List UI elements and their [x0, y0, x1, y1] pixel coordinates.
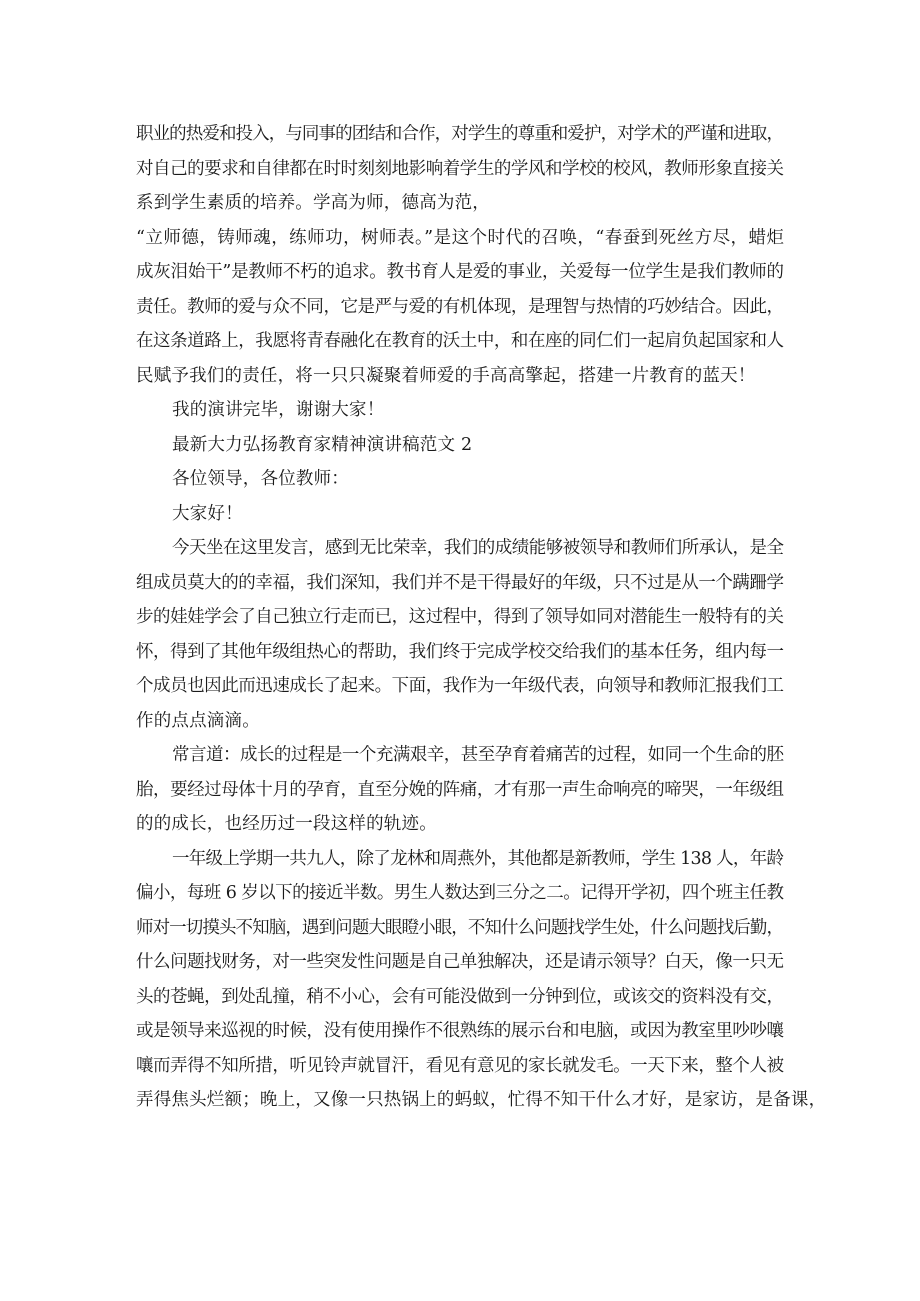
paragraph: [136, 842, 827, 1118]
text-line: 系到学生素质的培养。学高为师，德高为范，: [136, 193, 490, 213]
text-line: 师对一切摸头不知脑，遇到问题大眼瞪小眼，不知什么问题找学生处，什么问题找后勤，: [136, 917, 784, 938]
text-line: 胎，要经过母体十月的孕育，直至分娩的阵痛，才有那一声生命响亮的啼哭，一年级组: [136, 779, 784, 800]
text-line: 弄得焦头烂额；晚上，又像一只热锅上的蚂蚁，忙得不知干什么才好，是家访，是备课，: [136, 1090, 827, 1110]
text-line: 对自己的要求和自律都在时时刻刻地影响着学生的学风和学校的校风，教师形象直接关: [136, 158, 784, 179]
text-line: 大家好！: [172, 503, 243, 524]
text-line: 偏小，每班 6 岁以下的接近半数。男生人数达到三分之二。记得开学初，四个班主任教: [136, 883, 784, 903]
text-line: 最新大力弘扬教育家精神演讲稿范文 2: [172, 434, 473, 455]
paragraph: [136, 738, 784, 842]
text-line: 我的演讲完毕，谢谢大家！: [172, 400, 385, 420]
paragraph: [136, 221, 784, 394]
text-line: 常言道：成长的过程是一个充满艰辛，甚至孕育着痛苦的过程，如同一个生命的胚: [172, 745, 784, 765]
text-line: 或是领导来巡视的时候，没有使用操作不很熟练的展示台和电脑，或因为教室里吵吵嚷: [136, 1021, 784, 1041]
paragraph: [136, 117, 784, 221]
text-line: 作的点点滴滴。: [136, 710, 260, 731]
paragraph: [136, 462, 784, 497]
text-line: 的的成长，也经历过一段这样的轨迹。: [136, 814, 437, 834]
text-line: 个成员也因此而迅速成长了起来。下面，我作为一年级代表，向领导和教师汇报我们工: [136, 676, 784, 696]
text-line: 今天坐在这里发言，感到无比荣幸，我们的成绩能够被领导和教师们所承认，是全: [172, 538, 784, 558]
text-line: 头的苍蝇，到处乱撞，稍不小心，会有可能没做到一分钟到位，或该交的资料没有交，: [136, 986, 784, 1007]
text-line: 责任。教师的爱与众不同，它是严与爱的有机体现，是理智与热情的巧妙结合。因此，: [136, 296, 784, 317]
text-line: 一年级上学期一共九人，除了龙林和周燕外，其他都是新教师，学生 138 人，年龄: [172, 848, 784, 869]
text-line: 在这条道路上，我愿将青春融化在教育的沃土中，和在座的同仁们一起肩负起国家和人: [136, 331, 784, 351]
text-line: 嚷而弄得不知所措，听见铃声就冒汗，看见有意见的家长就发毛。一天下来，整个人被: [136, 1055, 784, 1076]
paragraph: [136, 497, 784, 532]
document-body: [136, 117, 827, 1118]
paragraph: [136, 428, 784, 463]
text-line: 成灰泪始干”是教师不朽的追求。教书育人是爱的事业，关爱每一位学生是我们教师的: [136, 262, 784, 282]
text-line: “立师德，铸师魂，练师功，树师表。”是这个时代的召唤，“春蚕到死丝方尽，蜡炬: [136, 227, 785, 248]
text-line: 民赋予我们的责任，将一只只凝聚着师爱的手高高擎起，搭建一片教育的蓝天！: [136, 365, 756, 386]
text-line: 各位领导，各位教师：: [172, 469, 349, 489]
text-line: 组成员莫大的的幸福，我们深知，我们并不是干得最好的年级，只不过是从一个蹒跚学: [136, 572, 784, 593]
text-line: 步的娃娃学会了自己独立行走而已，这过程中，得到了领导如同对潜能生一般特有的关: [136, 607, 784, 627]
paragraph: [136, 531, 784, 738]
paragraph: [136, 393, 784, 428]
text-line: 职业的热爱和投入，与同事的团结和合作，对学生的尊重和爱护，对学术的严谨和进取，: [136, 124, 784, 144]
text-line: 怀，得到了其他年级组热心的帮助，我们终于完成学校交给我们的基本任务，组内每一: [136, 641, 784, 662]
text-line: 什么问题找财务，对一些突发性问题是自己单独解决，还是请示领导？白天，像一只无: [136, 952, 784, 972]
